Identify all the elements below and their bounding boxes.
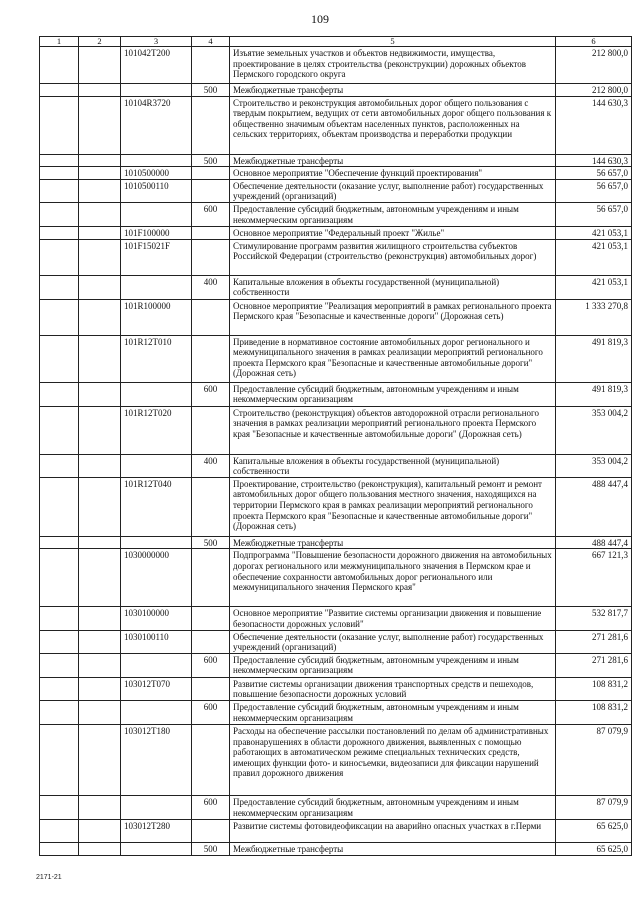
target-code-cell <box>121 275 192 299</box>
description-cell: Расходы на обеспечение рассылки постановлений по делам об административных правонарушениях в области дорожного движения, выявленных с помощью работающих в автоматическом режиме специальных технических средств, имеющих функции фото- и киносъемки, видеозаписи для фиксации нарушений правил дорожного движения <box>230 724 556 795</box>
description-cell: Обеспечение деятельности (оказание услуг, выполнение работ) государственных учреждений (организаций) <box>230 179 556 202</box>
expense-type-cell: 400 <box>192 454 230 477</box>
target-code-cell: 101F100000 <box>121 226 192 239</box>
expense-type-cell <box>192 167 230 180</box>
expense-type-cell <box>192 47 230 84</box>
amount-cell: 212 800,0 <box>556 84 632 97</box>
target-code-cell <box>121 382 192 406</box>
column-numbers-row <box>40 37 632 47</box>
cell-col2 <box>79 677 121 700</box>
cell-col1 <box>40 630 79 653</box>
table-row <box>40 549 632 607</box>
cell-col1 <box>40 454 79 477</box>
target-code-cell <box>121 842 192 855</box>
cell-col2 <box>79 842 121 855</box>
target-code-cell: 1030100110 <box>121 630 192 653</box>
target-code-cell: 101042Т200 <box>121 47 192 84</box>
expense-type-cell: 600 <box>192 382 230 406</box>
description-cell: Изъятие земельных участков и объектов недвижимости, имущества, проектирование в целях строительства (реконструкции) дорожных объектов Пермского городского округа <box>230 47 556 84</box>
amount-cell: 56 657,0 <box>556 179 632 202</box>
table-row <box>40 299 632 335</box>
cell-col1 <box>40 179 79 202</box>
table-row <box>40 677 632 700</box>
cell-col2 <box>79 96 121 154</box>
cell-col1 <box>40 724 79 795</box>
description-cell: Стимулирование программ развития жилищного строительства субъектов Российской Федерации (строительство (реконструкция) автомобильных дорог) <box>230 239 556 275</box>
description-cell: Строительство (реконструкция) объектов автодорожной отрасли регионального значения в рамках реализации мероприятий регионального проекта Пермского края "Безопасные и качественные автомобильные дороги" (Дорожная сеть) <box>230 406 556 454</box>
amount-cell: 144 630,3 <box>556 154 632 167</box>
cell-col2 <box>79 275 121 299</box>
expense-type-cell <box>192 819 230 842</box>
description-cell: Обеспечение деятельности (оказание услуг, выполнение работ) государственных учреждений (организаций) <box>230 630 556 653</box>
amount-cell: 65 625,0 <box>556 842 632 855</box>
cell-col2 <box>79 167 121 180</box>
table-row <box>40 630 632 653</box>
table-row <box>40 653 632 677</box>
description-cell: Предоставление субсидий бюджетным, автономным учреждениям и иным некоммерческим организациям <box>230 382 556 406</box>
amount-cell: 491 819,3 <box>556 382 632 406</box>
cell-col1 <box>40 47 79 84</box>
cell-col1 <box>40 96 79 154</box>
amount-cell: 65 625,0 <box>556 819 632 842</box>
cell-col1 <box>40 202 79 226</box>
cell-col2 <box>79 335 121 382</box>
table-row <box>40 335 632 382</box>
cell-col1 <box>40 819 79 842</box>
cell-col2 <box>79 84 121 97</box>
cell-col1 <box>40 795 79 819</box>
cell-col2 <box>79 454 121 477</box>
expense-type-cell <box>192 549 230 607</box>
description-cell: Межбюджетные трансферты <box>230 84 556 97</box>
budget-table <box>39 36 632 856</box>
description-cell: Капитальные вложения в объекты государственной (муниципальной) собственности <box>230 454 556 477</box>
cell-col1 <box>40 154 79 167</box>
cell-col2 <box>79 154 121 167</box>
cell-col1 <box>40 299 79 335</box>
cell-col2 <box>79 406 121 454</box>
expense-type-cell <box>192 299 230 335</box>
amount-cell: 56 657,0 <box>556 167 632 180</box>
column-number: 2 <box>79 37 121 47</box>
cell-col1 <box>40 84 79 97</box>
target-code-cell <box>121 653 192 677</box>
target-code-cell: 101R12T040 <box>121 477 192 536</box>
description-cell: Межбюджетные трансферты <box>230 842 556 855</box>
column-number: 1 <box>40 37 79 47</box>
table-row <box>40 607 632 630</box>
amount-cell: 421 053,1 <box>556 226 632 239</box>
target-code-cell: 1010500000 <box>121 167 192 180</box>
table-row <box>40 226 632 239</box>
description-cell: Основное мероприятие "Федеральный проект "Жилье" <box>230 226 556 239</box>
table-row <box>40 179 632 202</box>
target-code-cell: 103012Т280 <box>121 819 192 842</box>
cell-col2 <box>79 382 121 406</box>
column-number: 4 <box>192 37 230 47</box>
description-cell: Межбюджетные трансферты <box>230 536 556 549</box>
cell-col2 <box>79 724 121 795</box>
expense-type-cell: 500 <box>192 842 230 855</box>
description-cell: Проектирование, строительство (реконструкция), капитальный ремонт и ремонт автомобильных дорог общего пользования местного значения, находящихся на территории Пермского края в рамках реализации мероприятий регионального проекта Пермского края "Безопасные и качественные автомобильные дороги" (Дорожная сеть) <box>230 477 556 536</box>
target-code-cell: 10104R3720 <box>121 96 192 154</box>
expense-type-cell <box>192 96 230 154</box>
expense-type-cell: 600 <box>192 653 230 677</box>
description-cell: Предоставление субсидий бюджетным, автономным учреждениям и иным некоммерческим организациям <box>230 700 556 724</box>
description-cell: Межбюджетные трансферты <box>230 154 556 167</box>
amount-cell: 87 079,9 <box>556 795 632 819</box>
cell-col1 <box>40 226 79 239</box>
target-code-cell: 103012Т180 <box>121 724 192 795</box>
cell-col2 <box>79 536 121 549</box>
cell-col2 <box>79 653 121 677</box>
cell-col1 <box>40 677 79 700</box>
amount-cell: 353 004,2 <box>556 406 632 454</box>
cell-col2 <box>79 607 121 630</box>
target-code-cell <box>121 795 192 819</box>
cell-col1 <box>40 239 79 275</box>
cell-col2 <box>79 202 121 226</box>
cell-col1 <box>40 406 79 454</box>
amount-cell: 87 079,9 <box>556 724 632 795</box>
column-number: 6 <box>556 37 632 47</box>
expense-type-cell <box>192 630 230 653</box>
amount-cell: 488 447,4 <box>556 477 632 536</box>
expense-type-cell <box>192 226 230 239</box>
description-cell: Основное мероприятие "Обеспечение функций проектирования" <box>230 167 556 180</box>
amount-cell: 488 447,4 <box>556 536 632 549</box>
amount-cell: 212 800,0 <box>556 47 632 84</box>
description-cell: Подпрограмма "Повышение безопасности дорожного движения на автомобильных дорогах регионального или межмуниципального значения в Пермском крае и обеспечение сохранности автомобильных дорог регионального или межмуниципального значения Пермского края" <box>230 549 556 607</box>
column-number: 5 <box>230 37 556 47</box>
table-row <box>40 202 632 226</box>
target-code-cell: 1030000000 <box>121 549 192 607</box>
cell-col1 <box>40 842 79 855</box>
table-row <box>40 700 632 724</box>
table-row <box>40 239 632 275</box>
cell-col2 <box>79 179 121 202</box>
cell-col2 <box>79 630 121 653</box>
expense-type-cell <box>192 179 230 202</box>
cell-col1 <box>40 700 79 724</box>
cell-col1 <box>40 335 79 382</box>
table-body <box>40 47 632 856</box>
cell-col2 <box>79 549 121 607</box>
table-row <box>40 406 632 454</box>
expense-type-cell <box>192 677 230 700</box>
table-row <box>40 795 632 819</box>
expense-type-cell: 500 <box>192 84 230 97</box>
expense-type-cell: 500 <box>192 154 230 167</box>
description-cell: Развитие системы фотовидеофиксации на аварийно опасных участках в г.Перми <box>230 819 556 842</box>
expense-type-cell: 600 <box>192 795 230 819</box>
cell-col2 <box>79 477 121 536</box>
cell-col1 <box>40 275 79 299</box>
expense-type-cell <box>192 607 230 630</box>
expense-type-cell <box>192 406 230 454</box>
cell-col2 <box>79 795 121 819</box>
table-row <box>40 96 632 154</box>
cell-col1 <box>40 536 79 549</box>
amount-cell: 271 281,6 <box>556 630 632 653</box>
target-code-cell: 101R12T010 <box>121 335 192 382</box>
target-code-cell: 103012Т070 <box>121 677 192 700</box>
description-cell: Основное мероприятие "Реализация мероприятий в рамках регионального проекта Пермского края "Безопасные и качественные дороги" (Дорожная сеть) <box>230 299 556 335</box>
cell-col2 <box>79 299 121 335</box>
target-code-cell: 1010500110 <box>121 179 192 202</box>
table-row <box>40 275 632 299</box>
expense-type-cell <box>192 724 230 795</box>
amount-cell: 421 053,1 <box>556 275 632 299</box>
description-cell: Капитальные вложения в объекты государственной (муниципальной) собственности <box>230 275 556 299</box>
target-code-cell <box>121 700 192 724</box>
cell-col2 <box>79 47 121 84</box>
target-code-cell <box>121 84 192 97</box>
cell-col2 <box>79 700 121 724</box>
expense-type-cell <box>192 239 230 275</box>
amount-cell: 421 053,1 <box>556 239 632 275</box>
table-row <box>40 167 632 180</box>
cell-col1 <box>40 477 79 536</box>
target-code-cell: 101R100000 <box>121 299 192 335</box>
cell-col1 <box>40 382 79 406</box>
description-cell: Основное мероприятие "Развитие системы организации движения и повышение безопасности дорожных условий" <box>230 607 556 630</box>
amount-cell: 491 819,3 <box>556 335 632 382</box>
expense-type-cell <box>192 477 230 536</box>
table-row <box>40 154 632 167</box>
description-cell: Строительство и реконструкция автомобильных дорог общего пользования с твердым покрытием, ведущих от сети автомобильных дорог общего пользования к общественно значимым объектам населенных пунктов, расположенных на сельских территориях, объектам производства и переработки продукции <box>230 96 556 154</box>
target-code-cell <box>121 154 192 167</box>
expense-type-cell: 600 <box>192 700 230 724</box>
cell-col1 <box>40 653 79 677</box>
table-row <box>40 842 632 855</box>
expense-type-cell: 600 <box>192 202 230 226</box>
amount-cell: 108 831,2 <box>556 700 632 724</box>
description-cell: Развитие системы организации движения транспортных средств и пешеходов, повышение безопасности дорожных условий <box>230 677 556 700</box>
column-number: 3 <box>121 37 192 47</box>
cell-col2 <box>79 239 121 275</box>
table-row <box>40 536 632 549</box>
amount-cell: 532 817,7 <box>556 607 632 630</box>
amount-cell: 108 831,2 <box>556 677 632 700</box>
expense-type-cell: 400 <box>192 275 230 299</box>
table-row <box>40 819 632 842</box>
description-cell: Предоставление субсидий бюджетным, автономным учреждениям и иным некоммерческим организациям <box>230 653 556 677</box>
description-cell: Предоставление субсидий бюджетным, автономным учреждениям и иным некоммерческим организациям <box>230 202 556 226</box>
expense-type-cell <box>192 335 230 382</box>
table-row <box>40 382 632 406</box>
table-row <box>40 454 632 477</box>
amount-cell: 1 333 270,8 <box>556 299 632 335</box>
target-code-cell: 101F15021F <box>121 239 192 275</box>
cell-col2 <box>79 819 121 842</box>
amount-cell: 667 121,3 <box>556 549 632 607</box>
description-cell: Предоставление субсидий бюджетным, автономным учреждениям и иным некоммерческим организациям <box>230 795 556 819</box>
table-row <box>40 47 632 84</box>
target-code-cell: 1030100000 <box>121 607 192 630</box>
amount-cell: 56 657,0 <box>556 202 632 226</box>
table-row <box>40 724 632 795</box>
description-cell: Приведение в нормативное состояние автомобильных дорог регионального и межмуниципального значения в рамках реализации мероприятий регионального проекта Пермского края "Безопасные и качественные автомобильные дороги" (Дорожная сеть) <box>230 335 556 382</box>
table-row <box>40 84 632 97</box>
amount-cell: 144 630,3 <box>556 96 632 154</box>
cell-col1 <box>40 549 79 607</box>
amount-cell: 271 281,6 <box>556 653 632 677</box>
target-code-cell <box>121 454 192 477</box>
document-code: 2171-21 <box>36 874 62 881</box>
target-code-cell: 101R12T020 <box>121 406 192 454</box>
cell-col1 <box>40 167 79 180</box>
cell-col2 <box>79 226 121 239</box>
target-code-cell <box>121 536 192 549</box>
table-row <box>40 477 632 536</box>
target-code-cell <box>121 202 192 226</box>
expense-type-cell: 500 <box>192 536 230 549</box>
page-number: 109 <box>311 12 329 26</box>
cell-col1 <box>40 607 79 630</box>
amount-cell: 353 004,2 <box>556 454 632 477</box>
